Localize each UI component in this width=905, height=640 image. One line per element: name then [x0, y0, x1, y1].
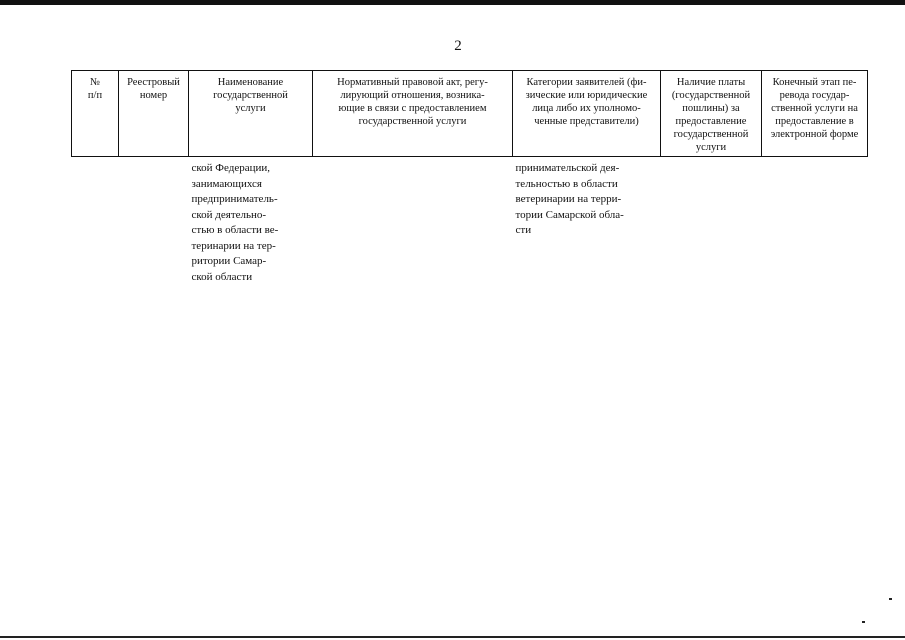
page-number: 2 [454, 38, 462, 54]
header-applicant-categories: Категории заявителей (фи- зические или юридические лица либо их уполномо- ченные представители) [513, 71, 661, 157]
scan-speck [862, 621, 865, 623]
cell-legal-act [313, 157, 513, 286]
header-fee: Наличие платы (государственной пошлины) за предоставление государственной услуги [661, 71, 762, 157]
header-final-stage: Конечный этап пе- ревода государ- ственной услуги на предоставление в электронной форме [762, 71, 868, 157]
scan-speck [889, 598, 892, 600]
header-legal-act: Нормативный правовой акт, регу- лирующий отношения, возника- ющие в связи с предоставлением государственной услуги [313, 71, 513, 157]
services-registry-table [71, 70, 868, 285]
header-registry-number: Реестровый номер [119, 71, 189, 157]
cell-fee [661, 157, 762, 286]
header-number: № п/п [72, 71, 119, 157]
header-service-name: Наименование государственной услуги [189, 71, 313, 157]
cell-service-name: ской Федерации, занимающихся предприниматель- ской деятельно- стью в области ве- теринарии на тер- ритории Самар- ской области [191, 162, 279, 283]
cell-final-stage [762, 157, 868, 286]
cell-applicant-categories: принимательской дея- тельностью в области ветеринарии на терри- тории Самарской обла- сти [515, 162, 624, 236]
bottom-edge-rule [0, 636, 905, 638]
table-row [72, 157, 868, 286]
cell-registry-number [119, 157, 189, 286]
cell-number [72, 157, 119, 286]
top-edge-rule [0, 0, 905, 5]
table-header-row [72, 71, 868, 157]
